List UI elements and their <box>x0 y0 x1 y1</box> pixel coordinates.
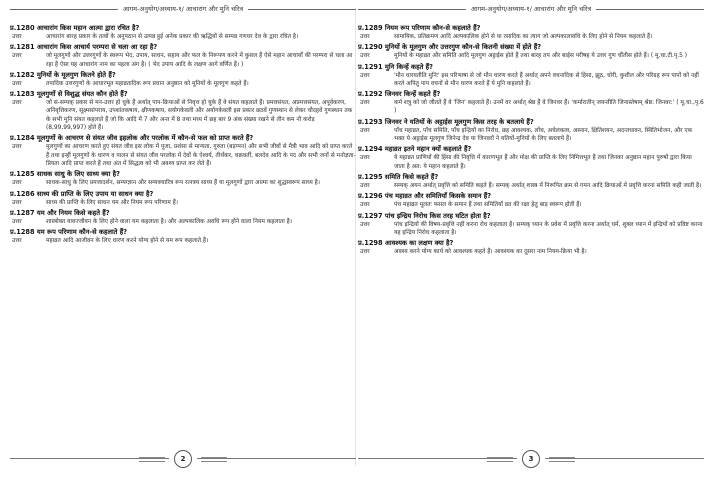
right-page <box>358 0 704 480</box>
answer <box>10 237 356 245</box>
answer-text: जो मूलगुणों और उत्तरगुणों के स्वरूप भेद, उपाय, साधन, सहाय और फल के निरूपण करने में कुशल हैं ऐसे महान आचार्यों की परम्परा से चला आ रहा है ऐसा यह आचारांग नाम का पहला अंग है। ( भेद उपाय आदि के लक्षण आगे वर्णित हैं। ) <box>46 53 353 68</box>
answer-text: कर्म शत्रु को जो जीतते हैं वे 'जिन' कहलाते हैं। उनमें वर अर्थात् श्रेष्ठ हैं वे जिनवर हैं। 'कर्मारातीन् जयन्तीति जिनास्तेषाम् श्रेष्ठ: जिनवर:' ( मू.चा.,पृ.6 ) <box>394 100 704 115</box>
answer-text: तपादिक उत्तरगुणों के आधारभूत महाव्रतादिक रूप प्रधान अनुष्ठान को मुनियों के मूलगुण कहते हैं। <box>46 80 249 87</box>
answer <box>10 80 356 88</box>
left-page <box>10 0 356 480</box>
question: प्र.1284 मूलगुणों के आचरण से संयत जीव इहलोक और परलोक में कौन-से फल को प्राप्त करते हैं? <box>10 134 254 143</box>
page-footer <box>10 448 356 470</box>
page-number: 3 <box>522 450 540 468</box>
question: प्र.1291 मुनि किन्हें कहते हैं? <box>358 62 433 71</box>
question: प्र.1293 जिनवर ने यतियों के अट्ठाईस मूलगुण किस तरह के बतलाये हैं? <box>358 117 534 126</box>
qa-item <box>358 192 704 209</box>
page-header <box>10 3 356 15</box>
answer-label: उत्तर <box>12 238 22 245</box>
footer-rule <box>545 458 704 459</box>
answer <box>358 127 704 144</box>
answer-label: उत्तर <box>12 80 22 87</box>
question: प्र.1292 जिनवर किन्हें कहते हैं? <box>358 90 441 99</box>
qa-list <box>10 22 356 246</box>
answer <box>358 201 704 209</box>
question: प्र.1295 समिति किसे कहते हैं? <box>358 172 439 181</box>
answer-text: अवश्य करने योग्य कार्य को आवश्यक कहते हैं। आवश्यक का दूसरा नाम नियम-क्रिया भी है। <box>394 249 587 256</box>
answer-text: सामायिक, प्रतिक्रमण आदि अल्पकालिक होने से या रसादिक का त्याग जो अल्पकालावधि के लिए होने से नियम कहलाते हैं। <box>394 34 653 40</box>
answer-text: आचारांग बारह प्रकार के तत्वों के अनुपठान से उत्पन्न हुई अनेक प्रकार की ऋद्धियों से सम्पन्न गणधर देव के द्वारा रचित है। <box>46 34 299 40</box>
answer <box>358 221 704 238</box>
page-footer <box>358 448 704 470</box>
answer <box>358 99 704 116</box>
footer-ornament <box>139 457 165 462</box>
question: प्र.1281 आचारांग किस आचार्य परम्परा से चला आ रहा है? <box>10 43 158 52</box>
answer <box>10 143 356 168</box>
answer <box>10 199 356 207</box>
qa-item <box>10 24 356 41</box>
header-text: आगम-अनुयोग/अध्याय-१/ आचारांग और मुनि चरित्र <box>118 3 248 15</box>
answer-text: मूलगुणों का आचरण करते हुए संयत जीव इस लोक में पूजा, प्रशंसा से मान्यता, गुरुता (बड़प्पन) और सभी जीवों से मैत्री भाव आदि को प्राप्त करते हैं तथा इन्हीं मूलगुणों के धारण व पालन से संयत जीव परलोक में देवों के ऐश्वर्य, तीर्थंकर, चक्रवर्ती, बलदेव आदि के पद और सभी जनों से मनोज्ञता-प्रियता आदि प्राप्त करते हैं तथा अंत में सिद्धत्व को भी अवश्य प्राप्त कर लेते हैं। <box>46 144 356 167</box>
answer-text: मुनियों के महाव्रत और समिति आदि मूलगुण अट्ठाईस होते हैं तथा बारह तप और बाईस परीषह ये उत्तर गुण चौंतीस होते हैं। ( मू.चा.टी.पृ.5 ) <box>394 53 688 60</box>
answer-label: उत्तर <box>12 144 22 151</box>
question: प्र.1282 मुनियों के मूलगुण कितने होते हैं? <box>10 70 116 79</box>
question: प्र.1283 मूलगुणों से विशुद्ध संयत कौन होते हैं? <box>10 90 128 99</box>
answer <box>10 218 356 226</box>
qa-item <box>10 43 356 69</box>
answer-label: उत्तर <box>12 53 22 60</box>
question: प्र.1297 पांच इन्द्रिय निरोध किस तरह घटित होता है? <box>358 211 491 220</box>
qa-item <box>10 170 356 187</box>
answer <box>358 72 704 89</box>
answer-label: उत्तर <box>360 221 370 228</box>
answer <box>358 182 704 190</box>
answer-text: पंच महाव्रत मूलतः फसल के समान हैं तथा समितियाँ व्रत की रक्षा हेतु बाड़ स्वरूप होती हैं। <box>394 202 582 209</box>
question: प्र.1288 यम रूप परिणाम कौन-से कहलाते हैं? <box>10 228 128 237</box>
answer-label: उत्तर <box>12 218 22 225</box>
answer-label: उत्तर <box>360 155 370 162</box>
qa-item <box>10 228 356 245</box>
footer-rule <box>197 458 356 459</box>
question: प्र.1290 मुनियों के मूलगुण और उत्तरगुण कौन-से कितनी संख्या में होते हैं? <box>358 43 542 52</box>
answer <box>10 33 356 41</box>
qa-item <box>358 145 704 171</box>
answer-label: उत्तर <box>360 202 370 209</box>
qa-item <box>358 90 704 116</box>
answer-text: पाँच महाव्रत, पाँच समिति, पाँच इन्द्रियों का निरोध, छह आवश्यक, लोंच, अचेलकत्व, अस्नान, क्षितिशयन, अदन्तधावन, स्थितिभोजन, और एक भक्त ये अट्ठाईस मूलगुण जिनेन्द्र देव या जिनवरों ने यतियों-मुनियों के लिए बतलाये हैं। <box>394 127 693 143</box>
answer-text: जो सं-सम्यक् प्रकार से मन-उत्तर हो चुके हैं अर्थात् पाप-क्रियाओं से निवृत्त हो चुके हैं वे संयत कहलाते हैं। प्रमत्तसंयत, अप्रमत्तसंयत, अपूर्वकरण, अनिवृत्तिकरण, सूक्ष्मसांपराय, उपशांतकषाय, क्षीणकषाय, सयोगकेवली और अयोगकेवली इस प्रकार छठवें गुणस्थान से लेकर चौदहवें गुणस्थान तक के सभी मुनि संयत कहलाते हैं जो कि आदि में 7 और अन्त में 8 तथा मध्य में छह बार 9 अंक संख्या रखने से तीन कम नौ करोड़ (8,99,99,997) होते हैं। <box>46 100 353 132</box>
question: प्र.1280 आचारांग किस महान आत्मा द्वारा रचित है? <box>10 24 140 32</box>
qa-item <box>358 212 704 238</box>
answer <box>10 179 356 187</box>
answer-label: उत्तर <box>12 180 22 187</box>
question: प्र.1289 नियम रूप परिणाम कौन-से कहलाते हैं? <box>358 24 481 32</box>
answer-label: उत्तर <box>12 100 22 107</box>
qa-item <box>10 90 356 132</box>
answer <box>358 154 704 171</box>
answer-label: उत्तर <box>360 100 370 107</box>
answer-text: ये महाव्रत प्राणियों की हिंसा की निवृत्ति में कारणभूत हैं और मोक्ष की प्राप्ति के लिए निमित्तभूत हैं तथा जिनका अनुष्ठान महान पुरुषों द्वारा किया जाता है अत: ये महान कहलाते हैं। <box>394 155 692 170</box>
page-header <box>358 3 704 15</box>
qa-item <box>10 209 356 226</box>
qa-item <box>10 134 356 168</box>
answer-text: 'मौन धारयतीति मुनिः' इस परिभाषा से जो मौन धारण करते हैं अर्थात् अपने वचनादिक से हिंसा, झूठ, चोरी, कुशील और परिग्रह रूप पापों को नहीं करते अपितु पाप वचनों से मौन धारण करते हैं ये मुनि कहलाते हैं। <box>394 72 699 87</box>
answer-label: उत्तर <box>360 127 370 134</box>
answer-label: उत्तर <box>12 199 22 206</box>
qa-item <box>358 43 704 60</box>
answer <box>358 52 704 60</box>
answer-label: उत्तर <box>360 34 370 40</box>
question: प्र.1298 आवश्यक का लक्षण क्या है? <box>358 239 454 248</box>
answer-text: साध्य की प्राप्ति के लिए साधन यम और नियम रूप परिणाम हैं। <box>46 199 179 206</box>
answer-text: साधक-साधु के लिए प्रमत्तादर्शन, सम्यग्ज्ञान और सम्यक्चारित्र रूप रत्नत्रय साध्य हैं या मूलगुणों द्वारा आत्मा का शुद्धस्वरूप साध्य है। <box>46 180 321 187</box>
header-text: आगम-अनुयोग/अध्याय-१/ आचारांग और मुनि चरित्र <box>466 3 596 15</box>
qa-item <box>358 118 704 144</box>
qa-item <box>358 63 704 89</box>
footer-ornament <box>487 457 513 462</box>
answer-text: शास्त्रोक्त यावज्जीवन के लिए होने वाला यम कहलाता है। और अल्पकालिक अवधि रूप होने वाला नियम कहलाता है। <box>46 218 293 225</box>
answer-label: उत्तर <box>360 182 370 189</box>
question: प्र.1286 साध्य की प्राप्ति के लिए उपाय या साधन क्या है? <box>10 189 154 198</box>
question: प्र.1285 साधक साधु के लिए साध्य क्या है? <box>10 170 120 179</box>
answer-label: उत्तर <box>360 72 370 79</box>
answer <box>358 33 704 41</box>
answer-text: पांच इन्द्रियों की विषय-प्रवृत्ति नहीं करना रोध कहलाता है। सम्यक् ध्यान के प्रवेश में प्रवृत्ति करना अर्थात् धर्म, शुक्ल ध्यान में इन्द्रियों को प्रविष्ट करना यह इन्द्रिय निरोध कहलाता है। <box>394 221 703 236</box>
qa-item <box>10 190 356 207</box>
question: प्र.1294 महाव्रत इतने महान क्यों कहलाते हैं? <box>358 145 472 154</box>
question: प्र.1296 पंच महाव्रत और समितियाँ किसके समान हैं? <box>358 192 492 201</box>
answer-text: महाव्रत आदि आजीवन के लिए धारण करने योग्य होने से यम रूप कहलाते हैं। <box>46 238 209 245</box>
answer <box>10 99 356 132</box>
qa-item <box>10 71 356 88</box>
qa-item <box>358 173 704 190</box>
answer <box>10 52 356 69</box>
answer-text: सम्यक् अयन अर्थात् प्रवृत्ति को समिति कहते हैं। सम्यक् अर्थात् शास्त्र में निरूपित क्रम से गमन आदि क्रियाओं में प्रवृत्ति करना समिति कही जाती है। <box>394 182 702 189</box>
question: प्र.1287 यम और नियम किसे कहते हैं? <box>10 208 110 217</box>
page-number: 2 <box>174 450 192 468</box>
qa-item <box>358 24 704 41</box>
answer-label: उत्तर <box>12 34 22 40</box>
answer <box>358 248 704 256</box>
qa-list <box>358 22 704 257</box>
answer-label: उत्तर <box>360 53 370 60</box>
answer-label: उत्तर <box>360 249 370 256</box>
qa-item <box>358 239 704 256</box>
